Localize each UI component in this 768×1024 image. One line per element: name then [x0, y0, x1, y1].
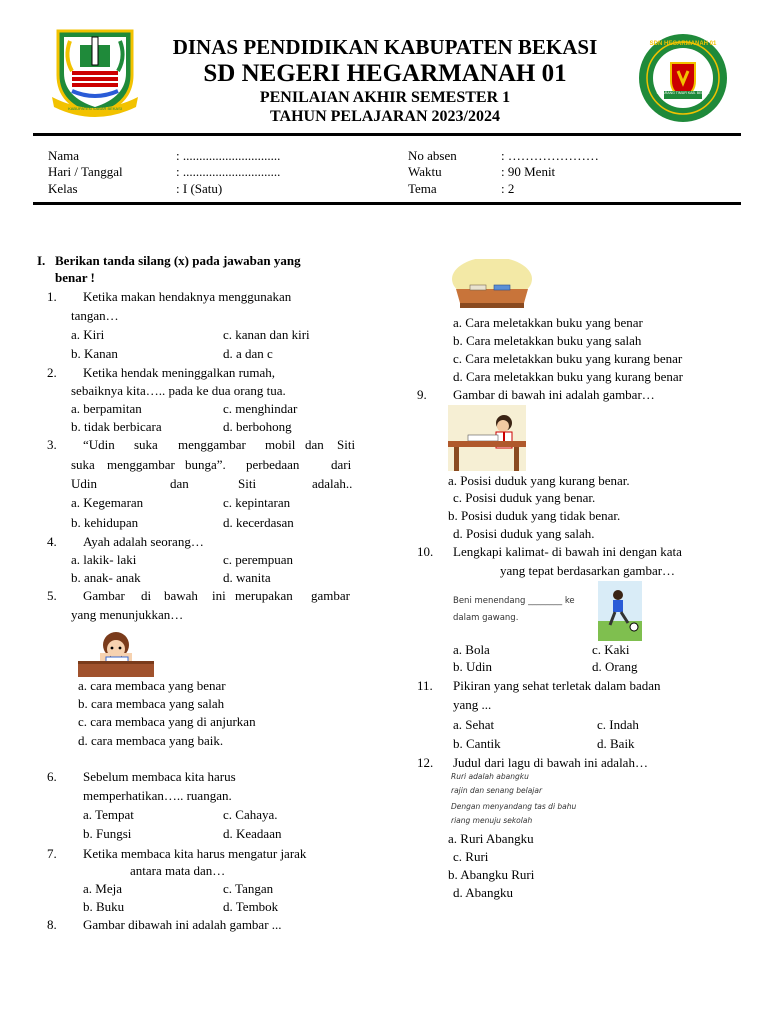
q7-text-line2: antara mata dan… — [130, 863, 226, 878]
label-nama: Nama — [48, 148, 80, 163]
q4-option-b[interactable]: b. anak- anak — [71, 570, 141, 585]
value-nama[interactable]: : .............................. — [176, 148, 281, 163]
q7-option-b[interactable]: b. Buku — [83, 899, 125, 914]
q1-option-b[interactable]: b. Kanan — [71, 346, 118, 361]
q12-lyric-line1: Ruri adalah abangku — [451, 772, 529, 781]
q6-option-c[interactable]: c. Cahaya. — [223, 807, 278, 822]
q5-option-c[interactable]: c. cara membaca yang di anjurkan — [78, 714, 256, 729]
q4-number: 4. — [47, 534, 57, 549]
q9-option-d[interactable]: d. Posisi duduk yang salah. — [453, 526, 595, 541]
value-kelas: : I (Satu) — [176, 181, 223, 196]
q6-number: 6. — [47, 769, 57, 784]
q3-word: dan — [170, 476, 189, 491]
q10-number: 10. — [417, 544, 434, 559]
q3-word: suka — [71, 457, 95, 472]
q12-option-d[interactable]: d. Abangku — [453, 885, 513, 900]
q3-word: suka — [134, 437, 158, 452]
q5-option-d[interactable]: d. cara membaca yang baik. — [78, 733, 224, 748]
q9-option-c[interactable]: c. Posisi duduk yang benar. — [453, 490, 596, 505]
value-waktu: : 90 Menit — [501, 164, 556, 179]
q3-word: Siti — [238, 476, 257, 491]
q9-option-a[interactable]: a. Posisi duduk yang kurang benar. — [448, 473, 630, 488]
label-tema: Tema — [408, 181, 437, 196]
q8-text-line1: Gambar dibawah ini adalah gambar ... — [83, 917, 282, 932]
q11-option-b[interactable]: b. Cantik — [453, 736, 501, 751]
q3-word: bunga”. — [185, 457, 226, 472]
section-title-line1: Berikan tanda silang (x) pada jawaban yang — [55, 253, 301, 268]
q10-image-sentence-line2: dalam gawang. — [453, 613, 519, 623]
q7-number: 7. — [47, 846, 57, 861]
q12-lyric-line4: riang menuju sekolah — [451, 816, 533, 825]
section-numeral: I. — [37, 253, 46, 268]
q11-option-d[interactable]: d. Baik — [597, 736, 635, 751]
q9-number: 9. — [417, 387, 427, 402]
q3-word: adalah.. — [312, 476, 353, 491]
q9-option-b[interactable]: b. Posisi duduk yang tidak benar. — [448, 508, 621, 523]
right-logo-caption-top: SDN HEGARMANAH 01 — [649, 41, 717, 47]
q3-option-a[interactable]: a. Kegemaran — [71, 495, 144, 510]
q10-option-c[interactable]: c. Kaki — [592, 642, 630, 657]
q5-word: gambar — [311, 588, 350, 603]
q11-number: 11. — [417, 678, 433, 693]
q10-image-boy-kicking-ball — [598, 581, 642, 641]
q4-option-a[interactable]: a. lakik- laki — [71, 552, 137, 567]
q12-option-c[interactable]: c. Ruri — [453, 849, 489, 864]
q12-lyric-line2: rajin dan senang belajar — [451, 786, 543, 795]
q7-option-a[interactable]: a. Meja — [83, 881, 122, 896]
label-kelas: Kelas — [48, 181, 78, 196]
q3-word: menggambar — [107, 457, 175, 472]
q6-text-line2: memperhatikan….. ruangan. — [83, 788, 232, 803]
right-logo-caption-bottom: CIKARANG TIMUR KAB. BEKASI — [656, 91, 710, 95]
q1-text-line2: tangan… — [71, 308, 119, 323]
value-tema: : 2 — [501, 181, 515, 196]
q10-option-d[interactable]: d. Orang — [592, 659, 638, 674]
q5-option-a[interactable]: a. cara membaca yang benar — [78, 678, 226, 693]
q3-word: perbedaan — [246, 457, 300, 472]
value-absen[interactable]: : ………………… — [501, 148, 599, 163]
q8-option-a[interactable]: a. Cara meletakkan buku yang benar — [453, 315, 643, 330]
q2-text-line2: sebaiknya kita….. pada ke dua orang tua. — [71, 383, 286, 398]
q12-text-line1: Judul dari lagu di bawah ini adalah… — [453, 755, 648, 770]
q11-text-line1: Pikiran yang sehat terletak dalam badan — [453, 678, 661, 693]
q2-option-a[interactable]: a. berpamitan — [71, 401, 142, 416]
q7-option-d[interactable]: d. Tembok — [223, 899, 279, 914]
q5-number: 5. — [47, 588, 57, 603]
q3-word: “Udin — [83, 437, 115, 452]
label-hari: Hari / Tanggal — [48, 164, 123, 179]
left-logo-caption: KABUPATEN SABAR BEKASI — [68, 106, 122, 111]
q11-text-line2: yang ... — [453, 697, 492, 712]
q1-option-a[interactable]: a. Kiri — [71, 327, 105, 342]
header-agency: DINAS PENDIDIKAN KABUPATEN BEKASI — [172, 35, 598, 59]
q7-text-line1: Ketika membaca kita harus mengatur jarak — [83, 846, 307, 861]
q1-number: 1. — [47, 289, 57, 304]
label-absen: No absen — [408, 148, 457, 163]
q10-option-b[interactable]: b. Udin — [453, 659, 492, 674]
q5-word: ini — [212, 588, 226, 603]
q12-option-b[interactable]: b. Abangku Ruri — [448, 867, 535, 882]
q5-word: merupakan — [235, 588, 293, 603]
q2-option-d[interactable]: d. berbohong — [223, 419, 292, 434]
q3-word: dari — [331, 457, 352, 472]
q3-option-b[interactable]: b. kehidupan — [71, 515, 139, 530]
header-school: SD NEGERI HEGARMANAH 01 — [203, 60, 567, 87]
q4-option-d[interactable]: d. wanita — [223, 570, 271, 585]
q12-lyric-line3: Dengan menyandang tas di bahu — [451, 802, 577, 811]
q3-number: 3. — [47, 437, 57, 452]
value-hari[interactable]: : .............................. — [176, 164, 281, 179]
q2-text-line1: Ketika hendak meninggalkan rumah, — [83, 365, 276, 380]
q3-word: menggambar — [178, 437, 246, 452]
q1-option-d[interactable]: d. a dan c — [223, 346, 273, 361]
q8-image-book-on-desk — [452, 259, 532, 314]
q5-text-line2: yang menunjukkan… — [71, 607, 184, 622]
q10-text-line2: yang tepat berdasarkan gambar… — [500, 563, 676, 578]
q12-option-a[interactable]: a. Ruri Abangku — [448, 831, 534, 846]
q5-image-child-reading — [78, 625, 154, 677]
q9-image-sitting-posture — [448, 405, 526, 471]
q8-number: 8. — [47, 917, 57, 932]
q6-option-b[interactable]: b. Fungsi — [83, 826, 132, 841]
q4-option-c[interactable]: c. perempuan — [223, 552, 294, 567]
q8-option-b[interactable]: b. Cara meletakkan buku yang salah — [453, 333, 642, 348]
header-year: TAHUN PELAJARAN 2023/2024 — [270, 108, 500, 125]
q1-option-c[interactable]: c. kanan dan kiri — [223, 327, 310, 342]
q5-option-b[interactable]: b. cara membaca yang salah — [78, 696, 225, 711]
q3-word: Siti — [337, 437, 356, 452]
q5-word: Gambar — [83, 588, 125, 603]
q3-word: mobil — [265, 437, 296, 452]
q10-option-a[interactable]: a. Bola — [453, 642, 490, 657]
q9-text-line1: Gambar di bawah ini adalah gambar… — [453, 387, 655, 402]
q11-option-a[interactable]: a. Sehat — [453, 717, 495, 732]
header-rule-bottom — [33, 202, 741, 205]
q2-option-c[interactable]: c. menghindar — [223, 401, 298, 416]
section-title-line2: benar ! — [55, 270, 95, 285]
q3-option-c[interactable]: c. kepintaran — [223, 495, 291, 510]
q10-image-sentence-line1: Beni menendang ________ ke — [453, 596, 575, 606]
q2-number: 2. — [47, 365, 57, 380]
q4-text-line1: Ayah adalah seorang… — [83, 534, 204, 549]
q2-option-b[interactable]: b. tidak berbicara — [71, 419, 162, 434]
q11-option-c[interactable]: c. Indah — [597, 717, 639, 732]
q10-text-line1: Lengkapi kalimat- di bawah ini dengan kata — [453, 544, 682, 559]
q3-word: Udin — [71, 476, 97, 491]
q7-option-c[interactable]: c. Tangan — [223, 881, 274, 896]
q1-text-line1: Ketika makan hendaknya menggunakan — [83, 289, 292, 304]
header-rule-top — [33, 133, 741, 136]
q8-option-c[interactable]: c. Cara meletakkan buku yang kurang benar — [453, 351, 683, 366]
label-waktu: Waktu — [408, 164, 442, 179]
header-exam: PENILAIAN AKHIR SEMESTER 1 — [259, 89, 511, 106]
q3-option-d[interactable]: d. kecerdasan — [223, 515, 294, 530]
q6-option-a[interactable]: a. Tempat — [83, 807, 134, 822]
q6-option-d[interactable]: d. Keadaan — [223, 826, 282, 841]
q6-text-line1: Sebelum membaca kita harus — [83, 769, 236, 784]
q8-option-d[interactable]: d. Cara meletakkan buku yang kurang benar — [453, 369, 683, 384]
q5-word: di — [141, 588, 152, 603]
q3-word: dan — [305, 437, 324, 452]
q5-word: bawah — [164, 588, 198, 603]
q12-number: 12. — [417, 755, 434, 770]
